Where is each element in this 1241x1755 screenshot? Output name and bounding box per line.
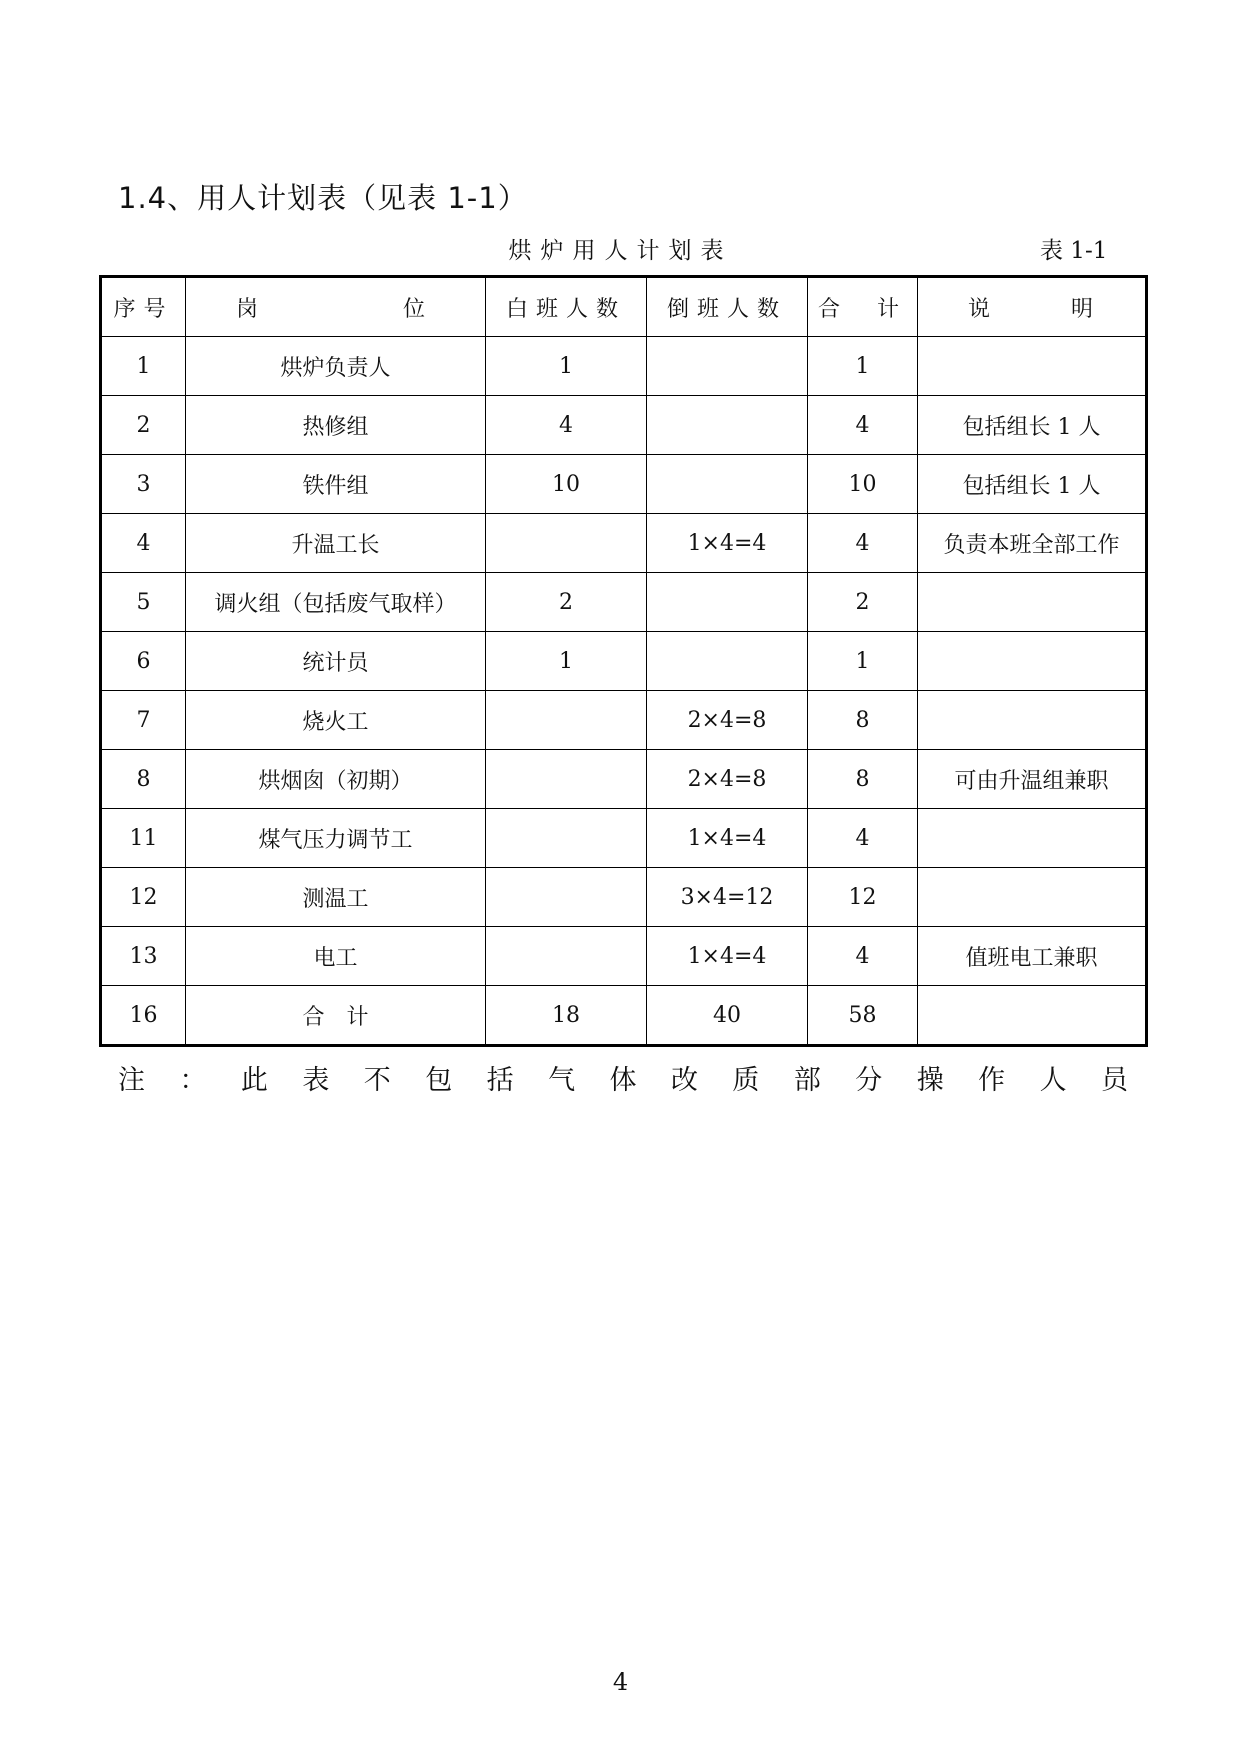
header-total	[808, 277, 918, 337]
cell-post: 合 计	[186, 986, 486, 1046]
cell-total: 1	[808, 632, 918, 691]
cell-total: 2	[808, 573, 918, 632]
cell-day	[486, 809, 647, 868]
cell-seq: 4	[101, 514, 186, 573]
header-note-char-1: 说	[968, 296, 999, 322]
cell-seq: 13	[101, 927, 186, 986]
cell-post: 铁件组	[186, 455, 486, 514]
cell-day	[486, 750, 647, 809]
cell-shift: 2×4=8	[647, 750, 808, 809]
footnote-char: 分	[855, 1065, 883, 1096]
table-caption: 烘炉用人计划表	[508, 238, 733, 264]
cell-seq: 12	[101, 868, 186, 927]
cell-day: 1	[486, 632, 647, 691]
cell-total: 4	[808, 809, 918, 868]
cell-post: 升温工长	[186, 514, 486, 573]
cell-post: 烧火工	[186, 691, 486, 750]
cell-post: 烘炉负责人	[186, 337, 486, 396]
cell-shift	[647, 632, 808, 691]
cell-total: 4	[808, 927, 918, 986]
cell-day	[486, 514, 647, 573]
section-heading: 1.4、用人计划表（见表 1-1）	[118, 181, 528, 215]
table-row	[101, 396, 1147, 455]
header-seq: 序号	[101, 277, 186, 337]
cell-post: 统计员	[186, 632, 486, 691]
cell-total: 8	[808, 691, 918, 750]
cell-seq: 16	[101, 986, 186, 1046]
cell-total: 8	[808, 750, 918, 809]
cell-day	[486, 691, 647, 750]
cell-note	[918, 986, 1147, 1046]
cell-note: 负责本班全部工作	[918, 514, 1147, 573]
table-row	[101, 337, 1147, 396]
cell-note	[918, 809, 1147, 868]
cell-note	[918, 573, 1147, 632]
table-row	[101, 514, 1147, 573]
cell-seq: 3	[101, 455, 186, 514]
footnote-char: 操	[916, 1065, 944, 1096]
cell-day	[486, 868, 647, 927]
table-row	[101, 573, 1147, 632]
cell-note	[918, 868, 1147, 927]
table-row	[101, 632, 1147, 691]
footnote-char: 体	[609, 1065, 637, 1096]
footnote-char: 质	[732, 1065, 760, 1096]
header-post-char-2: 位	[402, 296, 425, 322]
cell-day	[486, 927, 647, 986]
cell-note	[918, 632, 1147, 691]
footnote-char: 改	[670, 1065, 698, 1096]
cell-post: 测温工	[186, 868, 486, 927]
footnote-char: 作	[978, 1065, 1006, 1096]
footnote-char: 气	[548, 1065, 576, 1096]
cell-total: 12	[808, 868, 918, 927]
header-note	[918, 277, 1147, 337]
table-row	[101, 691, 1147, 750]
cell-shift: 1×4=4	[647, 514, 808, 573]
cell-shift: 1×4=4	[647, 927, 808, 986]
cell-note	[918, 337, 1147, 396]
table-row	[101, 750, 1147, 809]
cell-total: 10	[808, 455, 918, 514]
cell-post: 调火组（包括废气取样）	[186, 573, 486, 632]
cell-shift: 3×4=12	[647, 868, 808, 927]
cell-note: 包括组长 1 人	[918, 396, 1147, 455]
header-total-char-2: 计	[876, 296, 907, 322]
header-note-char-2: 明	[1070, 296, 1101, 322]
cell-post: 烘烟囱（初期）	[186, 750, 486, 809]
cell-post: 电工	[186, 927, 486, 986]
cell-shift: 2×4=8	[647, 691, 808, 750]
footnote-char: 表	[302, 1065, 330, 1096]
cell-total: 58	[808, 986, 918, 1046]
cell-shift: 40	[647, 986, 808, 1046]
cell-seq: 2	[101, 396, 186, 455]
cell-shift	[647, 573, 808, 632]
cell-day: 2	[486, 573, 647, 632]
table-row	[101, 927, 1147, 986]
cell-total: 4	[808, 396, 918, 455]
cell-day: 10	[486, 455, 647, 514]
footnote-char: 不	[363, 1065, 391, 1096]
footnote-char: 包	[425, 1065, 453, 1096]
cell-shift	[647, 396, 808, 455]
table-number: 表 1-1	[1040, 238, 1108, 264]
cell-seq: 5	[101, 573, 186, 632]
cell-seq: 11	[101, 809, 186, 868]
cell-note	[918, 691, 1147, 750]
cell-day: 4	[486, 396, 647, 455]
footnote-char: 人	[1039, 1065, 1067, 1096]
cell-total: 4	[808, 514, 918, 573]
table-row	[101, 455, 1147, 514]
table-row-total	[101, 986, 1147, 1046]
table-row	[101, 809, 1147, 868]
header-post	[186, 277, 486, 337]
cell-shift	[647, 337, 808, 396]
cell-seq: 8	[101, 750, 186, 809]
header-post-char-1: 岗	[236, 296, 259, 322]
cell-total: 1	[808, 337, 918, 396]
cell-shift	[647, 455, 808, 514]
staffing-plan-table	[99, 275, 1148, 1047]
cell-seq: 6	[101, 632, 186, 691]
header-total-char-1: 合	[818, 296, 849, 322]
table-footnote	[118, 1058, 1128, 1097]
footnote-char: 注	[118, 1065, 145, 1096]
cell-note: 包括组长 1 人	[918, 455, 1147, 514]
cell-note: 值班电工兼职	[918, 927, 1147, 986]
cell-post: 煤气压力调节工	[186, 809, 486, 868]
cell-seq: 7	[101, 691, 186, 750]
cell-day: 1	[486, 337, 647, 396]
page-number: 4	[612, 1668, 629, 1696]
footnote-char: 员	[1101, 1065, 1128, 1096]
header-rotating-shift: 倒班人数	[647, 277, 808, 337]
footnote-char: 部	[793, 1065, 821, 1096]
table-header-row	[101, 277, 1147, 337]
table-row	[101, 868, 1147, 927]
cell-shift: 1×4=4	[647, 809, 808, 868]
cell-seq: 1	[101, 337, 186, 396]
footnote-char: ：	[179, 1065, 207, 1096]
header-day-shift: 白班人数	[486, 277, 647, 337]
cell-day: 18	[486, 986, 647, 1046]
cell-post: 热修组	[186, 396, 486, 455]
cell-note: 可由升温组兼职	[918, 750, 1147, 809]
footnote-char: 括	[486, 1065, 514, 1096]
footnote-char: 此	[240, 1065, 268, 1096]
